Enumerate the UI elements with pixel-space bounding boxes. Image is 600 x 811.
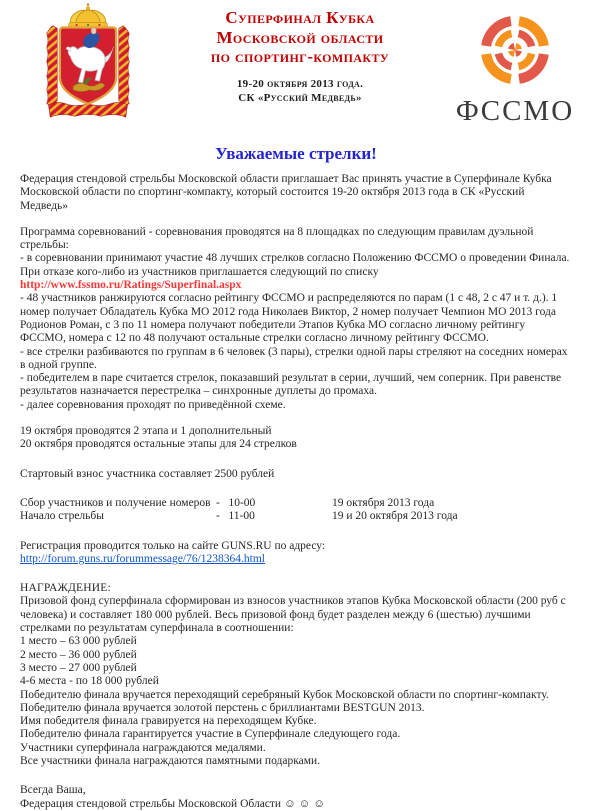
registration-text: Регистрация проводится только на сайте GUNS.RU по адресу: [20, 539, 326, 552]
event-venue: СК «Русский Медведь» [238, 91, 362, 104]
timetable-label: Начало стрельбы [20, 510, 104, 523]
rule-pairs: - 48 участников ранжируются согласно рейтингу ФССМО и распределяются по парам (1 с 48, 2 с 47 и т. д.). 1 номер получает Обладатель Кубка МО 2012 года Николаев Виктор, 2 номер получает Чемпион МО 2013 года Родионов Роман, с 3 по 11 номера получают победители Этапов Кубка МО согласно личному рейтингу ФССМО, номера с 12 по 48 получают остальные стрелки согласно личному рейтингу ФССМО. [20, 292, 558, 345]
moscow-oblast-coat-of-arms-icon [44, 2, 132, 125]
title-line-3: по спортинг-компакту [210, 47, 390, 66]
awards-intro: Призовой фонд суперфинала сформирован из взносов участников этапов Кубка Московской области (200 руб с человека) и составляет 180 000 рублей. Весь призовой фонд будет разделен между 6 (шестью) лучшими стрелками по результатам суперфинала в соотношении: [20, 595, 566, 635]
award-note-6: Все участники финала награждаются памятными подарками. [20, 754, 321, 767]
ratings-link-line [20, 279, 572, 292]
rule-winner: - победителем в паре считается стрелок, показавший результат в серии, лучший, чем соперник. При равенстве результатов назначается перестрелка – синхронные дуплеты до промаха. [20, 372, 562, 398]
document-title [136, 8, 464, 105]
fssmo-wordmark: ФССМО [455, 95, 575, 127]
title-line-1: Суперфинал Кубка [225, 8, 375, 27]
registration-link[interactable]: http://forum.guns.ru/forummessage/76/1238364.html [20, 552, 265, 565]
letter-body [20, 144, 572, 811]
timetable-date: 19 и 20 октября 2013 года [332, 510, 458, 523]
schedule-day2: 20 октября проводятся остальные этапы для 24 стрелков [20, 438, 297, 451]
ratings-link[interactable]: http://www.fssmo.ru/Ratings/Superfinal.aspx [20, 279, 242, 292]
award-note-4: Победителю финала гарантируется участие в Суперфинале следующего года. [20, 728, 401, 741]
awards-heading: НАГРАЖДЕНИЕ: [20, 582, 111, 595]
fssmo-logo [448, 8, 582, 126]
signature-line-2: Федерация стендовой стрельбы Московской Области ☺ ☺ ☺ [20, 797, 325, 810]
prize-item-1: 1 место – 63 000 рублей [20, 635, 137, 648]
event-date: 19-20 октября 2013 года. [236, 77, 364, 90]
event-date-block [136, 77, 464, 105]
crown [69, 3, 108, 27]
entry-fee: Стартовый взнос участника составляет 2500 рублей [20, 467, 275, 480]
prize-item-2: 2 место – 36 000 рублей [20, 648, 137, 661]
timetable-row [20, 497, 572, 510]
program-heading: Программа соревнований - соревнования проводятся на 8 площадках по следующим правилам дуэльной стрельбы: [20, 225, 534, 252]
fssmo-target-icon [469, 8, 561, 92]
signature-line-1: Всегда Ваша, [20, 784, 86, 797]
letterhead [0, 0, 600, 142]
rule-participants: - в соревновании принимают участие 48 лучших стрелков согласно Положению ФССМО о проведении Финала. При отказе кого-либо из участников приглашается следующий по списку [20, 252, 570, 278]
timetable-date: 19 октября 2013 года [332, 496, 435, 509]
timetable-row [20, 510, 572, 523]
prize-item-4: 4-6 места - по 18 000 рублей [20, 675, 159, 688]
intro-paragraph: Федерация стендовой стрельбы Московской области приглашает Вас принять участие в Суперфинале Кубка Московской области по спортинг-компакту, который состоится 19-20 октября 2013 года в СК «Русский Медведь» [20, 173, 552, 212]
award-note-2: Победителю финала вручается золотой перстень с бриллиантами BESTGUN 2013. [20, 701, 425, 714]
rule-groups: - все стрелки разбиваются по группам в 6 человек (3 пары), стрелки одной пары стреляют на соседних номерах в одной группе. [20, 345, 568, 371]
award-note-1: Победителю финала вручается переходящий серебряный Кубок Московской области по спортинг-компакту. [20, 688, 549, 701]
rule-scheme: - далее соревнования проходят по приведённой схеме. [20, 398, 286, 411]
title-line-2: Московской области [216, 27, 384, 47]
award-note-3: Имя победителя финала гравируется на переходящем Кубке. [20, 715, 317, 728]
timetable-time: - 11-00 [216, 510, 255, 523]
timetable-label: Сбор участников и получение номеров [20, 496, 211, 509]
award-note-5: Участники суперфинала награждаются медалями. [20, 741, 266, 754]
greeting-heading: Уважаемые стрелки! [215, 144, 377, 163]
prize-item-3: 3 место – 27 000 рублей [20, 661, 137, 674]
timetable-time: - 10-00 [216, 496, 256, 509]
registration-line [20, 540, 572, 567]
schedule-day1: 19 октября проводятся 2 этапа и 1 дополнительный [20, 425, 272, 438]
